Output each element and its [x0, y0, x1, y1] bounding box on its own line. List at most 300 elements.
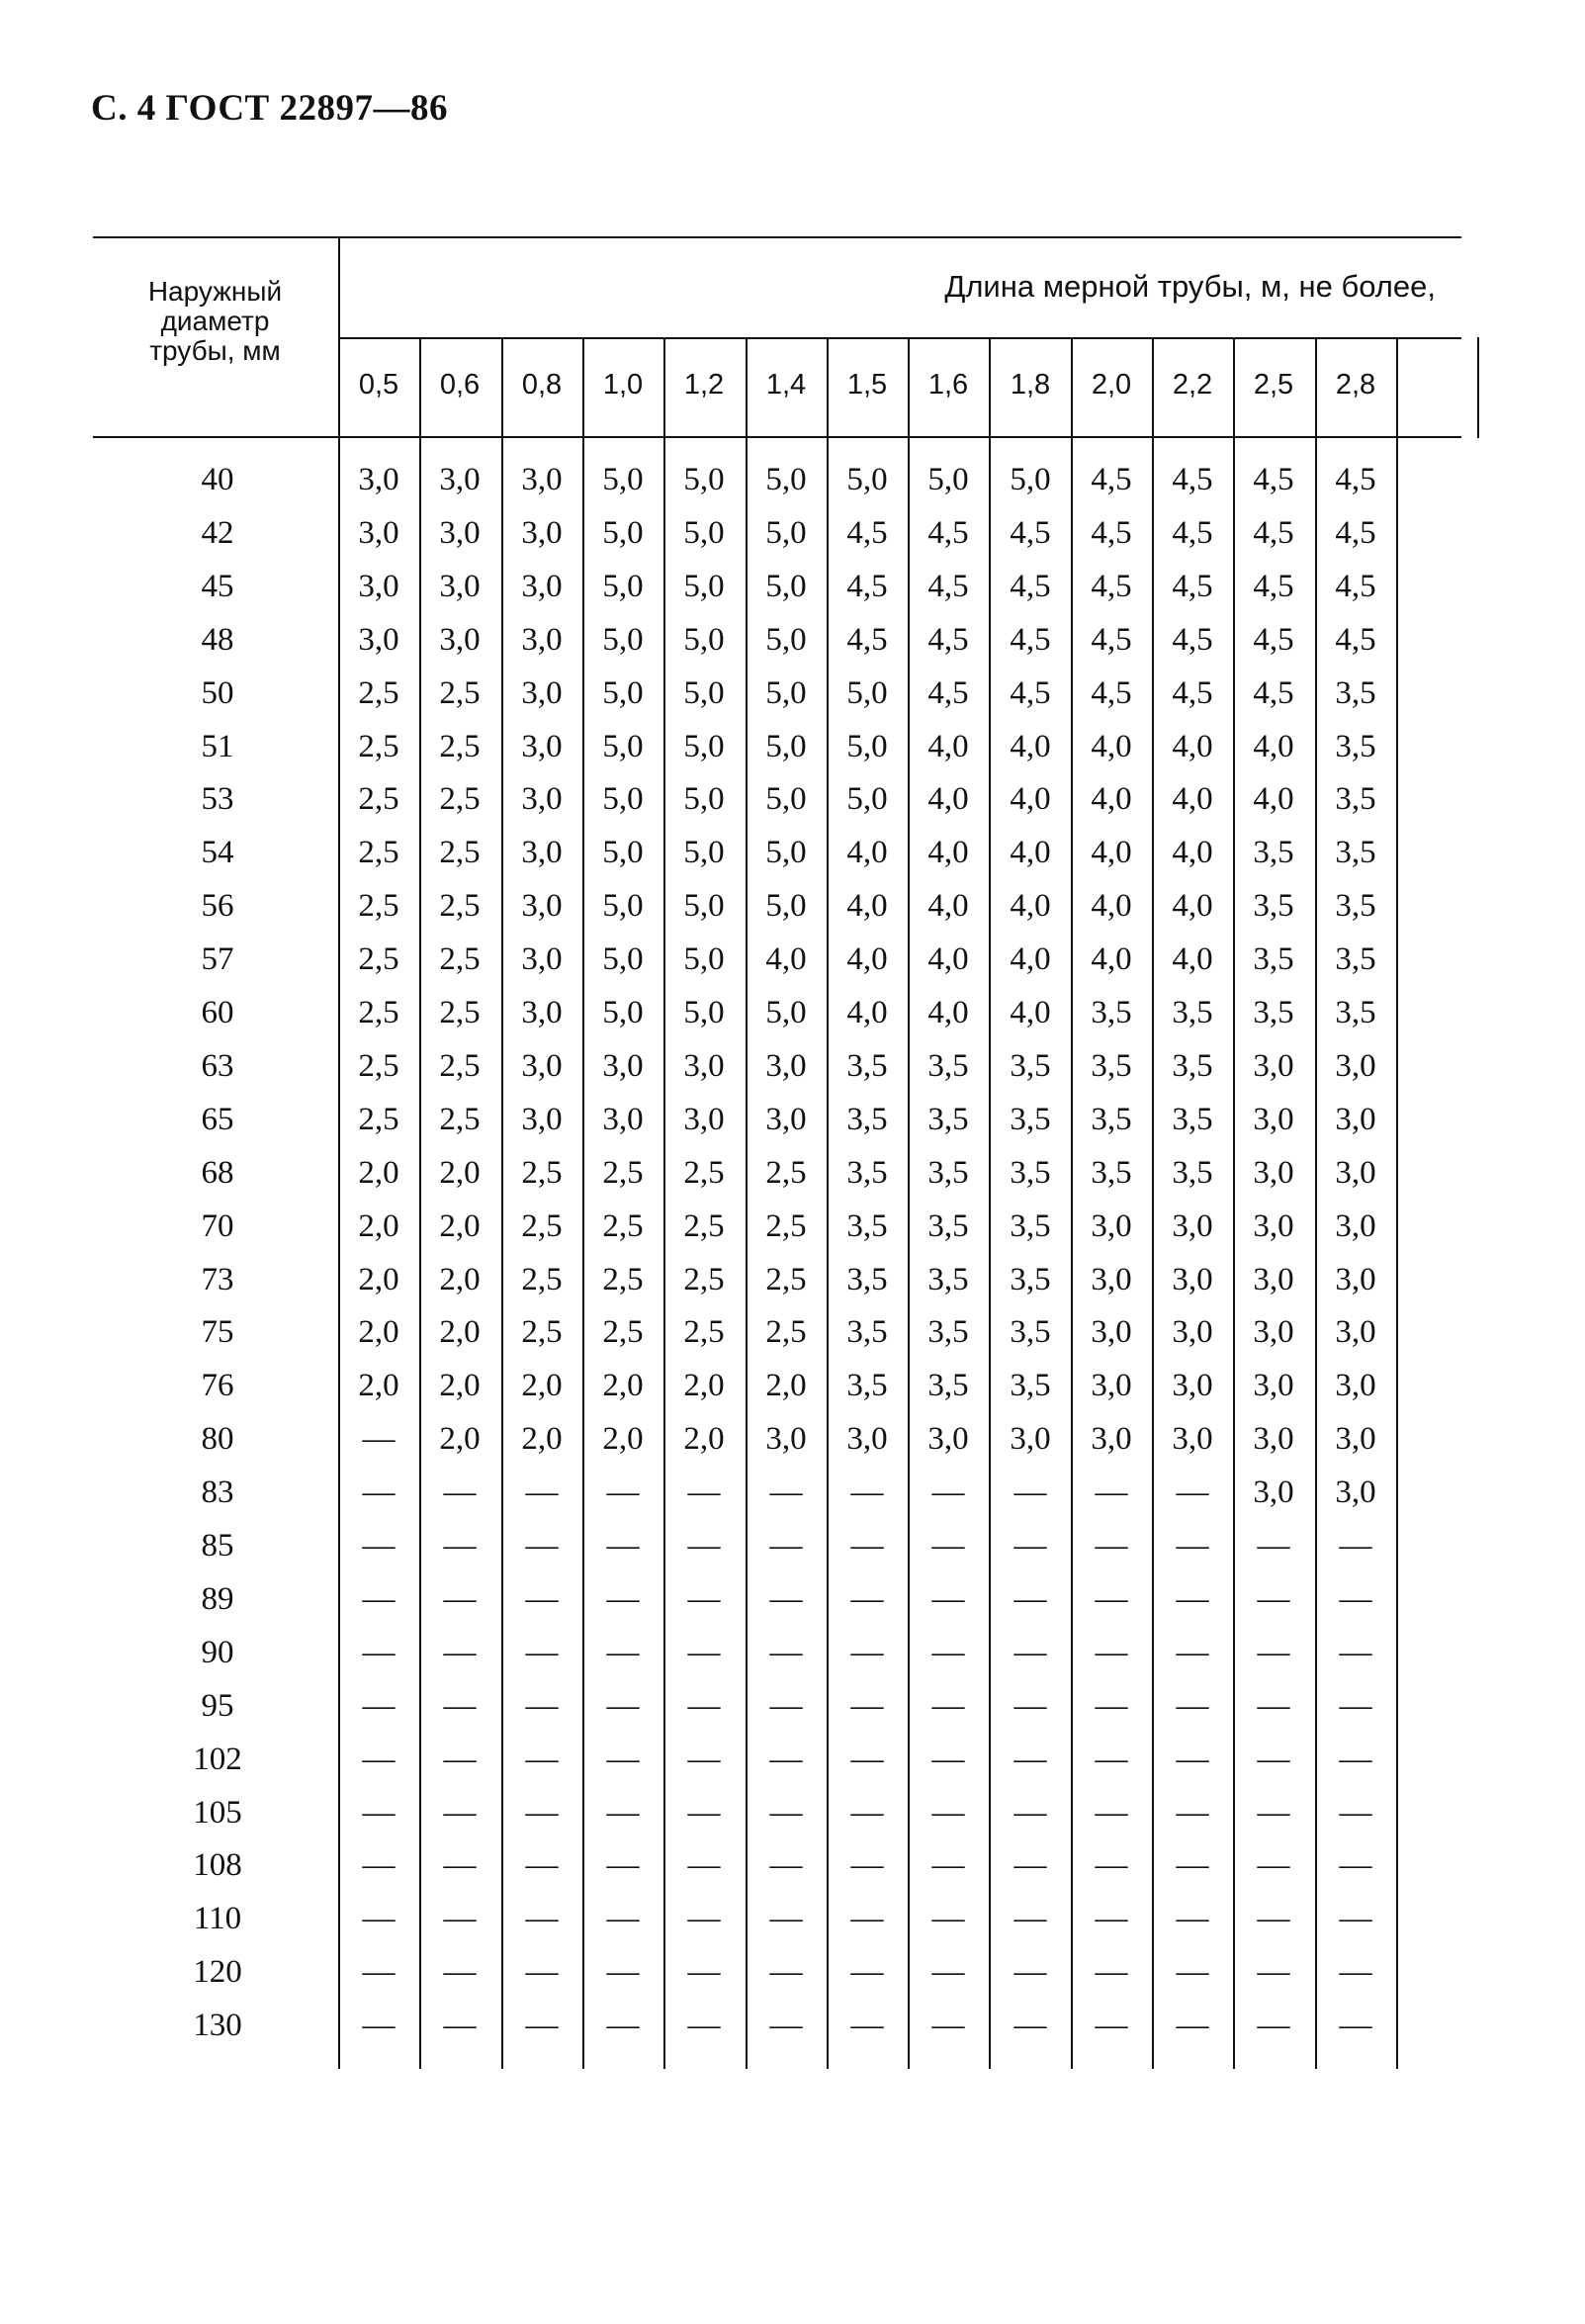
table-cell: 2,5	[765, 1262, 807, 1297]
table-cell: 2,0	[439, 1368, 481, 1403]
table-cell: 3,0	[1335, 1421, 1376, 1457]
diameter-cell: 89	[201, 1581, 234, 1617]
table-cell: —	[1257, 1847, 1290, 1883]
table-cell: 4,0	[1172, 835, 1213, 870]
table-cell: 3,0	[602, 1048, 644, 1084]
table-cell: 4,0	[765, 941, 807, 977]
table-cell: 5,0	[683, 995, 725, 1030]
table-cell: 4,0	[1010, 941, 1051, 977]
length-column-header: 2,8	[1335, 369, 1376, 401]
table-cell: 3,5	[846, 1262, 888, 1297]
table-cell: 3,5	[927, 1314, 969, 1350]
table-cell: 3,0	[521, 1048, 563, 1084]
table-cell: 3,0	[927, 1421, 969, 1457]
table-cell: —	[443, 1528, 477, 1564]
table-cell: 4,5	[1253, 462, 1294, 497]
table-cell: 3,0	[439, 462, 481, 497]
table-cell: —	[769, 1635, 803, 1670]
diameter-cell: 130	[193, 2008, 242, 2043]
diameter-cell: 56	[201, 888, 234, 924]
table-cell: 3,5	[1091, 1155, 1132, 1191]
table-cell: 4,5	[1091, 622, 1132, 658]
table-cell: —	[1339, 1635, 1372, 1670]
table-cell: —	[931, 1847, 965, 1883]
table-cell: 2,0	[358, 1155, 399, 1191]
table-cell: 4,0	[1253, 781, 1294, 817]
table-cell: 5,0	[846, 675, 888, 711]
table-cell: —	[606, 1475, 640, 1510]
table-cell: —	[443, 1475, 477, 1510]
diameter-cell: 75	[201, 1314, 234, 1350]
diameter-cell: 45	[201, 569, 234, 604]
table-cell: 4,5	[927, 675, 969, 711]
table-cell: 2,5	[602, 1208, 644, 1244]
table-cell: 2,5	[358, 941, 399, 977]
table-cell: 4,5	[1010, 675, 1051, 711]
table-cell: 2,0	[358, 1314, 399, 1350]
table-cell: —	[1013, 1795, 1047, 1831]
table-cell: —	[1095, 2008, 1128, 2043]
table-cell: 3,5	[1010, 1208, 1051, 1244]
length-column-header: 2,0	[1091, 369, 1132, 401]
table-cell: 4,5	[846, 569, 888, 604]
table-cell: 5,0	[602, 781, 644, 817]
table-cell: —	[525, 1688, 559, 1724]
table-cell: —	[1013, 1901, 1047, 1936]
table-cell: —	[850, 1901, 884, 1936]
table-cell: —	[1176, 2008, 1209, 2043]
table-cell: —	[769, 1528, 803, 1564]
length-column-header: 2,5	[1253, 369, 1294, 401]
table-cell: 4,0	[1010, 781, 1051, 817]
table-cell: 3,0	[1010, 1421, 1051, 1457]
table-cell: 5,0	[683, 835, 725, 870]
table-cell: 2,5	[521, 1262, 563, 1297]
table-cell: 3,0	[521, 781, 563, 817]
table-cell: 2,5	[683, 1262, 725, 1297]
table-cell: 2,0	[439, 1421, 481, 1457]
diameter-cell: 68	[201, 1155, 234, 1191]
table-cell: 4,0	[1253, 729, 1294, 764]
table-cell: —	[1013, 2008, 1047, 2043]
table-cell: —	[525, 1954, 559, 1990]
table-cell: —	[769, 1954, 803, 1990]
length-column-header: 0,6	[439, 369, 481, 401]
table-cell: 3,5	[1010, 1102, 1051, 1137]
table-cell: 3,5	[1253, 995, 1294, 1030]
table-cell: 3,0	[1172, 1421, 1213, 1457]
table-cell: 3,0	[521, 622, 563, 658]
table-cell: 3,5	[927, 1048, 969, 1084]
table-cell: 3,0	[1253, 1314, 1294, 1350]
table-cell: —	[931, 1528, 965, 1564]
table-cell: 5,0	[602, 675, 644, 711]
table-cell: 3,0	[1091, 1262, 1132, 1297]
table-cell: 3,5	[1172, 1048, 1213, 1084]
table-cell: 2,5	[683, 1314, 725, 1350]
table-cell: —	[1176, 1847, 1209, 1883]
table-cell: 4,5	[927, 622, 969, 658]
table-cell: 3,5	[927, 1262, 969, 1297]
table-cell: —	[769, 1795, 803, 1831]
table-cell: —	[769, 1688, 803, 1724]
table-cell: 3,5	[846, 1048, 888, 1084]
table-cell: 4,5	[1010, 569, 1051, 604]
table-cell: 2,5	[683, 1208, 725, 1244]
diameter-cell: 76	[201, 1368, 234, 1403]
table-cell: —	[1339, 1688, 1372, 1724]
table-cell: —	[850, 1954, 884, 1990]
table-cell: —	[1176, 1528, 1209, 1564]
table-cell: 4,5	[1172, 462, 1213, 497]
table-cell: 3,0	[521, 941, 563, 977]
table-cell: —	[687, 2008, 721, 2043]
table-cell: —	[687, 1742, 721, 1777]
table-cell: 2,5	[439, 888, 481, 924]
diameter-cell: 65	[201, 1102, 234, 1137]
table-cell: 5,0	[683, 729, 725, 764]
table-cell: —	[1257, 1635, 1290, 1670]
table-cell: 4,0	[846, 995, 888, 1030]
table-cell: 4,5	[1335, 622, 1376, 658]
table-cell: 4,5	[927, 515, 969, 551]
table-cell: 3,5	[927, 1155, 969, 1191]
table-top-rule	[93, 236, 1461, 238]
table-cell: —	[362, 1421, 396, 1457]
table-cell: 3,0	[358, 515, 399, 551]
table-cell: —	[443, 1742, 477, 1777]
table-cell: —	[525, 1901, 559, 1936]
table-cell: 2,5	[602, 1155, 644, 1191]
table-cell: 5,0	[765, 729, 807, 764]
table-cell: 3,0	[683, 1102, 725, 1137]
table-cell: 4,5	[927, 569, 969, 604]
table-cell: —	[1339, 1742, 1372, 1777]
table-cell: 5,0	[927, 462, 969, 497]
table-cell: —	[769, 1475, 803, 1510]
table-cell: 2,5	[358, 781, 399, 817]
table-cell: 5,0	[683, 888, 725, 924]
table-cell: 2,5	[439, 729, 481, 764]
table-cell: —	[525, 1528, 559, 1564]
table-cell: 4,5	[1335, 462, 1376, 497]
table-cell: 5,0	[683, 941, 725, 977]
table-cell: 3,5	[1335, 781, 1376, 817]
table-cell: —	[1339, 1954, 1372, 1990]
table-cell: 2,0	[439, 1208, 481, 1244]
table-cell: 4,5	[1091, 515, 1132, 551]
table-cell: 5,0	[765, 569, 807, 604]
table-cell: 3,5	[1172, 995, 1213, 1030]
length-column-header: 0,5	[358, 369, 399, 401]
table-cell: 3,0	[1335, 1475, 1376, 1510]
table-cell: 3,0	[683, 1048, 725, 1084]
table-cell: 4,0	[1172, 888, 1213, 924]
diameter-cell: 53	[201, 781, 234, 817]
table-cell: —	[362, 1688, 396, 1724]
table-cell: —	[1339, 1901, 1372, 1936]
table-cell: 4,5	[1172, 675, 1213, 711]
table-cell: —	[1013, 1742, 1047, 1777]
table-cell: 3,0	[1091, 1208, 1132, 1244]
table-cell: —	[606, 1847, 640, 1883]
table-cell: 5,0	[602, 729, 644, 764]
table-cell: —	[769, 2008, 803, 2043]
column-divider	[1396, 337, 1398, 2069]
table-cell: —	[606, 1688, 640, 1724]
table-cell: —	[931, 1742, 965, 1777]
table-cell: —	[443, 1635, 477, 1670]
diameter-cell: 105	[193, 1795, 242, 1831]
table-cell: 3,0	[1335, 1102, 1376, 1137]
table-cell: 2,5	[358, 1048, 399, 1084]
table-cell: 3,5	[846, 1155, 888, 1191]
table-cell: —	[1176, 1954, 1209, 1990]
table-cell: —	[525, 1581, 559, 1617]
diameter-header-line: диаметр	[160, 306, 270, 336]
table-cell: 5,0	[602, 941, 644, 977]
table-cell: 4,0	[1172, 781, 1213, 817]
table-cell: 4,0	[927, 781, 969, 817]
table-cell: 4,0	[846, 835, 888, 870]
table-cell: 4,5	[1335, 569, 1376, 604]
table-cell: —	[850, 1528, 884, 1564]
table-cell: 3,0	[439, 515, 481, 551]
table-cell: —	[1013, 1635, 1047, 1670]
table-cell: 4,5	[1010, 515, 1051, 551]
table-cell: 5,0	[602, 515, 644, 551]
table-cell: 4,0	[927, 941, 969, 977]
table-cell: 2,0	[358, 1208, 399, 1244]
diameter-cell: 108	[193, 1847, 242, 1883]
table-cell: —	[443, 1795, 477, 1831]
table-cell: —	[850, 1635, 884, 1670]
table-cell: —	[606, 1581, 640, 1617]
table-cell: 4,5	[1091, 675, 1132, 711]
table-cell: 4,5	[1172, 569, 1213, 604]
table-cell: 5,0	[765, 781, 807, 817]
diameter-cell: 83	[201, 1475, 234, 1510]
table-cell: 2,5	[358, 675, 399, 711]
table-cell: 2,0	[683, 1421, 725, 1457]
table-cell: 2,5	[439, 1102, 481, 1137]
table-cell: 2,5	[358, 888, 399, 924]
table-cell: 3,0	[1253, 1421, 1294, 1457]
table-cell: 5,0	[602, 462, 644, 497]
table-cell: 4,5	[1253, 622, 1294, 658]
table-cell: —	[362, 1901, 396, 1936]
diameter-cell: 110	[193, 1901, 242, 1936]
table-cell: 4,0	[1091, 835, 1132, 870]
table-cell: —	[362, 1795, 396, 1831]
table-cell: 5,0	[765, 622, 807, 658]
table-cell: 5,0	[683, 515, 725, 551]
table-cell: 2,5	[765, 1155, 807, 1191]
table-cell: —	[443, 1901, 477, 1936]
table-cell: —	[850, 1581, 884, 1617]
table-cell: —	[1013, 1688, 1047, 1724]
table-cell: 5,0	[846, 781, 888, 817]
table-cell: 2,0	[521, 1368, 563, 1403]
length-column-header: 1,5	[846, 369, 888, 401]
table-cell: —	[687, 1847, 721, 1883]
table-cell: —	[362, 2008, 396, 2043]
length-column-header: 2,2	[1172, 369, 1213, 401]
diameter-cell: 85	[201, 1528, 234, 1564]
table-cell: 3,5	[1010, 1048, 1051, 1084]
table-cell: —	[931, 1581, 965, 1617]
table-cell: 3,0	[1253, 1262, 1294, 1297]
table-cell: 2,5	[765, 1208, 807, 1244]
table-cell: —	[1176, 1795, 1209, 1831]
table-cell: —	[850, 1742, 884, 1777]
table-cell: 3,0	[1253, 1208, 1294, 1244]
table-cell: —	[1013, 1475, 1047, 1510]
table-cell: —	[687, 1901, 721, 1936]
table-cell: 5,0	[765, 462, 807, 497]
table-cell: 5,0	[683, 622, 725, 658]
table-cell: 5,0	[683, 569, 725, 604]
table-cell: —	[931, 1795, 965, 1831]
table-cell: —	[1095, 1475, 1128, 1510]
table-cell: 4,5	[846, 515, 888, 551]
table-cell: 3,0	[1335, 1208, 1376, 1244]
table-cell: —	[1339, 1581, 1372, 1617]
table-cell: 4,5	[846, 622, 888, 658]
table-cell: —	[1257, 1528, 1290, 1564]
table-cell: —	[931, 1901, 965, 1936]
table-cell: 2,5	[439, 941, 481, 977]
table-cell: 3,5	[1335, 995, 1376, 1030]
table-cell: 3,0	[439, 622, 481, 658]
table-cell: —	[931, 2008, 965, 2043]
table-cell: 2,5	[765, 1314, 807, 1350]
diameter-cell: 60	[201, 995, 234, 1030]
table-cell: 3,0	[1253, 1102, 1294, 1137]
table-cell: —	[1257, 1688, 1290, 1724]
table-cell: 3,0	[358, 622, 399, 658]
table-cell: —	[931, 1475, 965, 1510]
table-cell: —	[1095, 1528, 1128, 1564]
table-cell: —	[1176, 1475, 1209, 1510]
table-cell: 3,0	[1335, 1314, 1376, 1350]
table-cell: 3,5	[1172, 1155, 1213, 1191]
diameter-cell: 73	[201, 1262, 234, 1297]
table-cell: —	[850, 1847, 884, 1883]
table-cell: —	[606, 1742, 640, 1777]
table-cell: —	[687, 1795, 721, 1831]
table-cell: 3,0	[521, 462, 563, 497]
table-cell: —	[362, 1528, 396, 1564]
table-cell: 5,0	[602, 569, 644, 604]
table-cell: 4,5	[1253, 675, 1294, 711]
table-cell: 2,5	[521, 1208, 563, 1244]
table-cell: 2,5	[439, 835, 481, 870]
table-cell: —	[1095, 1847, 1128, 1883]
table-cell: 3,5	[1010, 1314, 1051, 1350]
table-cell: —	[443, 1954, 477, 1990]
table-cell: 4,0	[1010, 888, 1051, 924]
table-cell: 3,5	[1253, 888, 1294, 924]
table-cell: —	[769, 1901, 803, 1936]
table-cell: 2,5	[439, 995, 481, 1030]
table-cell: 3,0	[1253, 1475, 1294, 1510]
table-cell: 5,0	[602, 622, 644, 658]
table-cell: 4,0	[1172, 729, 1213, 764]
table-cell: —	[1176, 1688, 1209, 1724]
table-cell: —	[1176, 1901, 1209, 1936]
table-cell: —	[525, 1635, 559, 1670]
table-cell: —	[1095, 1635, 1128, 1670]
table-cell: —	[850, 1795, 884, 1831]
table-cell: 3,5	[1335, 729, 1376, 764]
table-cell: 3,5	[1253, 835, 1294, 870]
table-cell: 2,0	[602, 1421, 644, 1457]
diameter-cell: 63	[201, 1048, 234, 1084]
table-cell: 2,0	[439, 1314, 481, 1350]
table-cell: —	[1257, 1795, 1290, 1831]
diameter-cell: 120	[193, 1954, 242, 1990]
table-cell: 2,5	[521, 1314, 563, 1350]
table-cell: 3,0	[765, 1102, 807, 1137]
table-cell: 3,0	[358, 462, 399, 497]
table-cell: 3,0	[521, 569, 563, 604]
table-cell: 4,5	[1253, 515, 1294, 551]
table-cell: 2,0	[358, 1368, 399, 1403]
length-column-header: 1,0	[602, 369, 644, 401]
table-cell: 3,5	[1010, 1155, 1051, 1191]
diameter-cell: 80	[201, 1421, 234, 1457]
table-cell: 3,0	[1253, 1368, 1294, 1403]
table-cell: —	[1339, 1847, 1372, 1883]
table-cell: 2,5	[439, 1048, 481, 1084]
table-cell: 4,0	[927, 995, 969, 1030]
table-cell: —	[443, 2008, 477, 2043]
table-cell: —	[1339, 1528, 1372, 1564]
table-cell: 2,5	[439, 675, 481, 711]
table-cell: —	[525, 1475, 559, 1510]
table-cell: 4,0	[1010, 995, 1051, 1030]
table-cell: 3,5	[1091, 1048, 1132, 1084]
table-cell: —	[850, 2008, 884, 2043]
table-cell: —	[931, 1635, 965, 1670]
table-cell: —	[362, 1635, 396, 1670]
table-cell: 2,0	[439, 1262, 481, 1297]
table-cell: 2,5	[521, 1155, 563, 1191]
table-cell: 4,0	[927, 835, 969, 870]
table-cell: 2,5	[358, 835, 399, 870]
diameter-cell: 57	[201, 941, 234, 977]
diameter-cell: 40	[201, 462, 234, 497]
table-cell: —	[1013, 1528, 1047, 1564]
table-cell: 3,0	[439, 569, 481, 604]
table-cell: 3,0	[1253, 1048, 1294, 1084]
table-cell: 4,5	[1253, 569, 1294, 604]
diameter-header-line: Наружный	[147, 276, 283, 307]
table-cell: 3,0	[521, 515, 563, 551]
table-cell: 5,0	[765, 515, 807, 551]
table-cell: —	[1095, 1954, 1128, 1990]
table-cell: 2,5	[358, 729, 399, 764]
table-cell: —	[525, 2008, 559, 2043]
table-cell: 3,0	[1335, 1048, 1376, 1084]
diameter-cell: 51	[201, 729, 234, 764]
table-cell: 4,0	[1091, 941, 1132, 977]
table-cell: —	[1176, 1635, 1209, 1670]
length-column-header: 1,4	[765, 369, 807, 401]
table-cell: —	[606, 1528, 640, 1564]
table-cell: 3,0	[1172, 1262, 1213, 1297]
